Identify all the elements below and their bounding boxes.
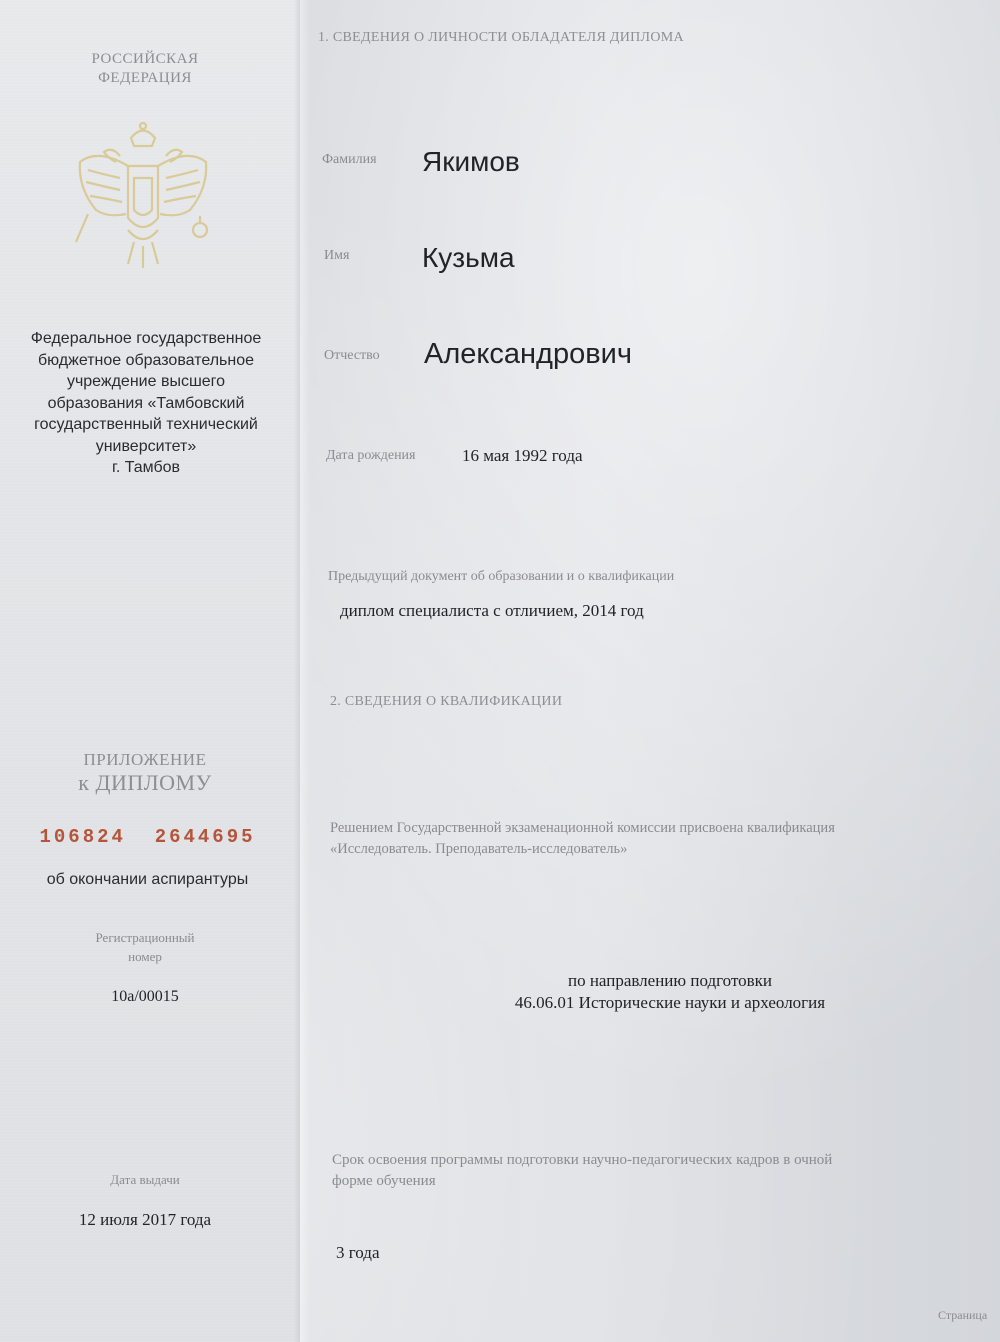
country-line-2: ФЕДЕРАЦИЯ: [98, 70, 192, 86]
institution-line-5: государственный технический: [34, 416, 258, 433]
section-1-title: 1. СВЕДЕНИЯ О ЛИЧНОСТИ ОБЛАДАТЕЛЯ ДИПЛОМА: [318, 30, 684, 45]
page-label: Страница: [938, 1308, 988, 1322]
country-heading: [40, 50, 250, 88]
russian-double-headed-eagle-icon: [68, 118, 218, 278]
previous-document-value: диплом специалиста с отличием, 2014 год: [340, 601, 644, 620]
appendix-title-line-2: к ДИПЛОМУ: [78, 770, 212, 795]
section-2-title: 2. СВЕДЕНИЯ О КВАЛИФИКАЦИИ: [330, 694, 563, 709]
issue-date-label: Дата выдачи: [110, 1172, 180, 1187]
institution-block: [15, 328, 277, 479]
training-direction-line-2: 46.06.01 Исторические науки и археология: [514, 993, 826, 1012]
study-term-value: 3 года: [336, 1243, 380, 1262]
study-term-label-line-1: Срок освоения программы подготовки научно-педагогических кадров в очной: [332, 1152, 833, 1168]
appendix-title: [40, 750, 250, 796]
institution-line-4: образования «Тамбовский: [47, 394, 245, 412]
surname-value: Якимов: [422, 146, 520, 177]
completion-text: об окончании аспирантуры: [46, 871, 249, 888]
registration-label: [40, 928, 250, 966]
birth-date-label: Дата рождения: [326, 448, 416, 463]
study-term-label: [332, 1150, 972, 1192]
previous-document-label: Предыдущий документ об образовании и о квалификации: [328, 569, 675, 584]
registration-label-line-2: номер: [128, 949, 162, 964]
institution-line-3: учреждение высшего: [66, 373, 226, 390]
registration-label-line-1: Регистрационный: [95, 930, 195, 945]
issue-date: 12 июля 2017 года: [78, 1210, 212, 1229]
qualification-text: [330, 818, 970, 860]
training-direction-line-1: по направлению подготовки: [567, 971, 773, 990]
qualification-line-2: «Исследователь. Преподаватель-исследователь»: [330, 841, 628, 857]
study-term-label-line-2: форме обучения: [332, 1173, 436, 1189]
qualification-line-1: Решением Государственной экзаменационной комиссии присвоена квалификация: [330, 820, 835, 836]
registration-number: 10а/00015: [111, 988, 179, 1005]
left-column: [0, 0, 300, 1342]
name-value: Кузьма: [422, 242, 515, 273]
diploma-serial-number: 106824 2644695: [39, 826, 256, 848]
country-line-1: РОССИЙСКАЯ: [91, 51, 199, 67]
institution-line-6: университет»: [95, 437, 197, 455]
training-direction: [330, 970, 1000, 1014]
institution-line-1: Федеральное государственное: [30, 330, 262, 347]
name-label: Имя: [324, 248, 350, 263]
birth-date-value: 16 мая 1992 года: [462, 446, 583, 465]
institution-line-2: бюджетное образовательное: [37, 351, 255, 369]
appendix-title-line-1: ПРИЛОЖЕНИЕ: [83, 750, 207, 769]
institution-city: г. Тамбов: [111, 459, 181, 476]
surname-label: Фамилия: [322, 152, 377, 167]
patronymic-value: Александрович: [424, 338, 632, 370]
patronymic-label: Отчество: [324, 348, 380, 363]
